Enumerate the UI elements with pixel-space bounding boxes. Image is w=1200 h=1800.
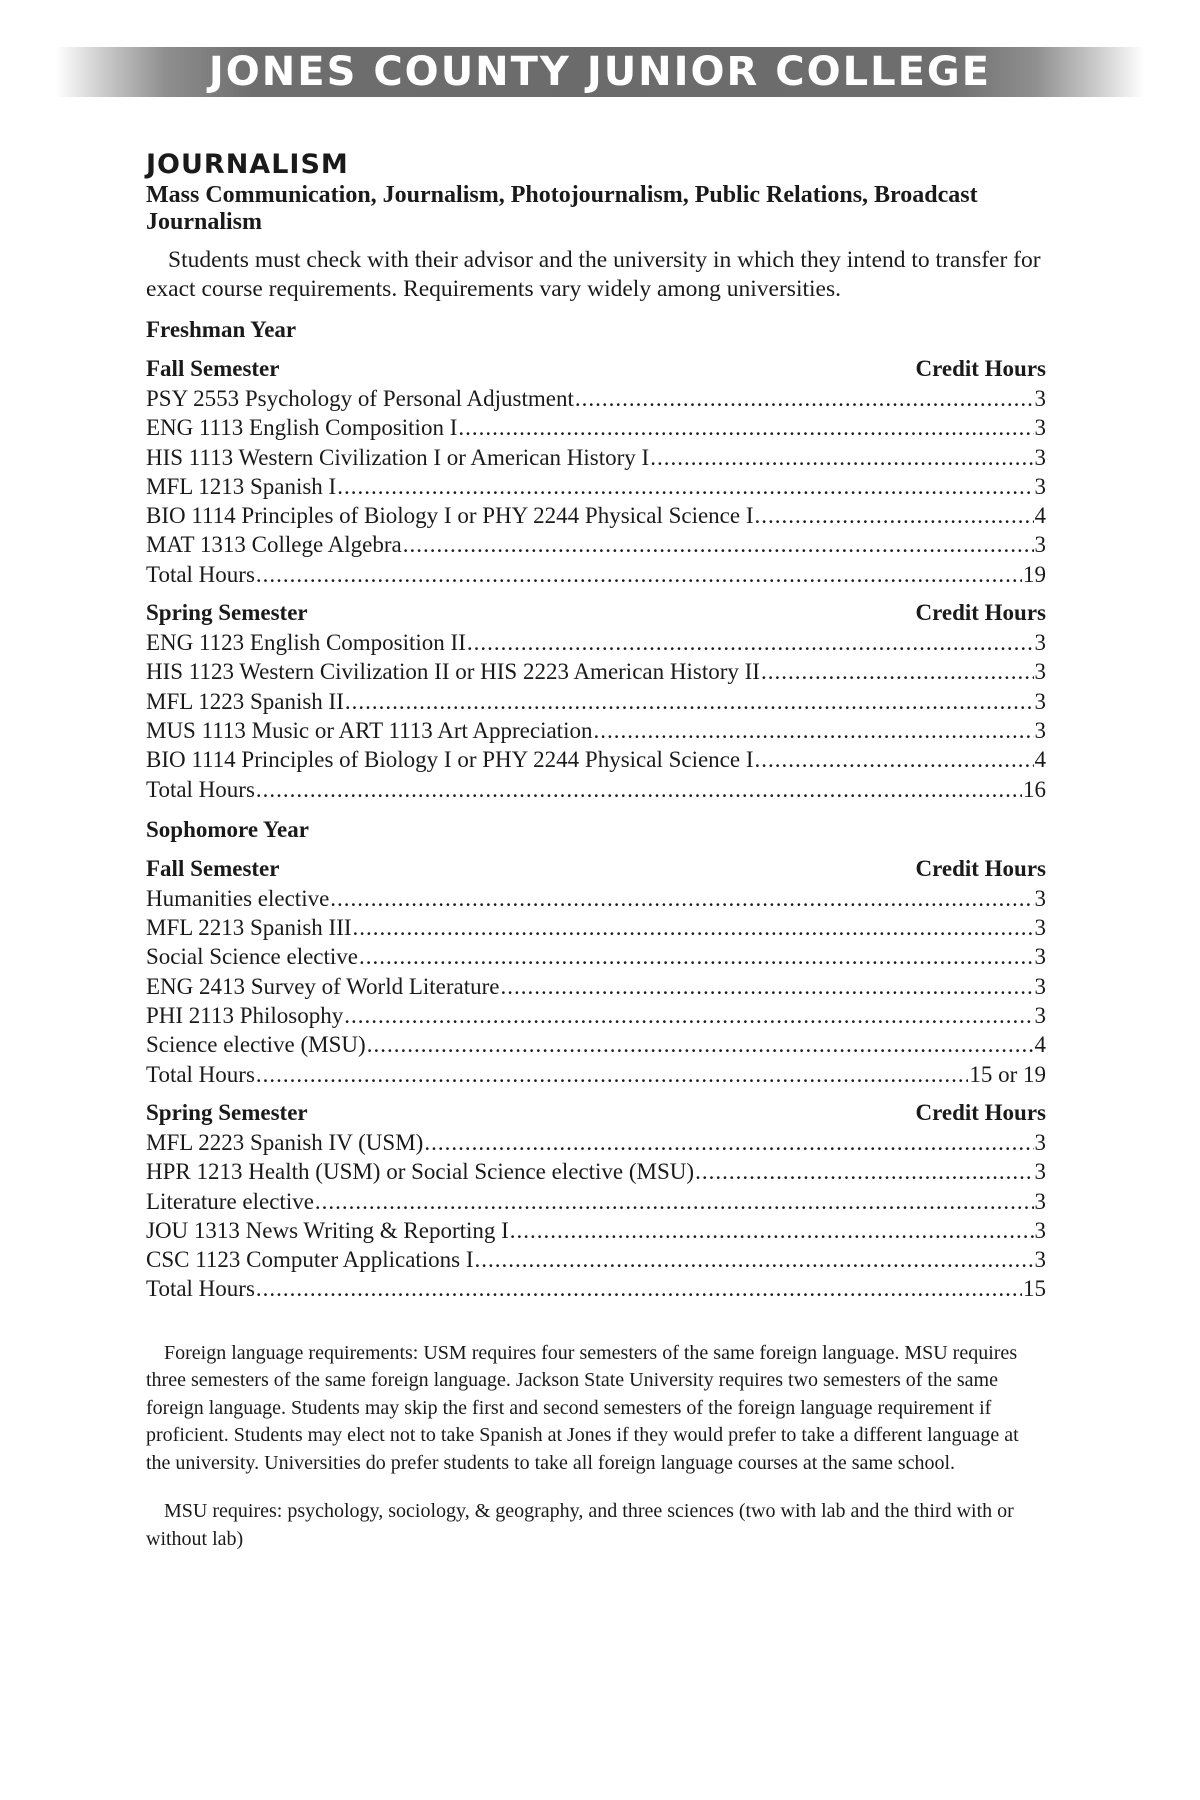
- dot-leader: [424, 1128, 1033, 1157]
- course-name: Total Hours: [146, 1276, 255, 1302]
- course-hours: 4: [1034, 503, 1046, 529]
- dot-leader: [367, 1030, 1034, 1059]
- course-row: [146, 1245, 1046, 1274]
- banner-title: JONES COUNTY JUNIOR COLLEGE: [208, 49, 992, 95]
- course-hours: 19: [1023, 561, 1046, 587]
- course-hours: 3: [1034, 944, 1046, 970]
- course-name: HPR 1213 Health (USM) or Social Science elective (MSU): [146, 1159, 695, 1185]
- course-row: [146, 745, 1046, 774]
- course-hours: 3: [1034, 532, 1046, 558]
- course-hours: 15 or 19: [969, 1061, 1046, 1087]
- course-list: [146, 884, 1046, 1089]
- course-name: PSY 2553 Psychology of Personal Adjustment: [146, 386, 574, 411]
- course-hours: 3: [1034, 1217, 1046, 1243]
- course-name: Literature elective: [146, 1188, 314, 1214]
- course-row: [146, 560, 1046, 589]
- course-row: [146, 1274, 1046, 1303]
- year-heading: Sophomore Year: [146, 816, 309, 842]
- course-hours: 3: [1034, 444, 1046, 470]
- dot-leader: [467, 628, 1034, 657]
- course-row: [146, 972, 1046, 1001]
- semester-name: Fall Semester: [146, 356, 280, 381]
- course-name: HIS 1113 Western Civilization I or American History I: [146, 444, 650, 470]
- dot-leader: [695, 1157, 1033, 1186]
- semester-header: [146, 598, 1046, 628]
- course-name: MUS 1113 Music or ART 1113 Art Appreciation: [146, 717, 593, 743]
- course-hours: 3: [1034, 717, 1046, 743]
- course-hours: 4: [1034, 1032, 1046, 1058]
- note-foreign-language: Foreign language requirements: USM requires four semesters of the same foreign language. MSU requires three semesters of the same foreign language. Jackson State University requires two semesters of the same foreign language. Students may skip the first and second semesters of the foreign language requirement if proficient. Students may elect not to take Spanish at Jones if they would prefer to take a different language at the university. Universities do prefer students to take all foreign language courses at the same school.: [146, 1341, 1019, 1474]
- course-row: [146, 530, 1046, 559]
- course-hours: 3: [1034, 1129, 1046, 1155]
- course-hours: 3: [1034, 415, 1046, 441]
- course-row: [146, 687, 1046, 716]
- dot-leader: [593, 716, 1033, 745]
- dot-leader: [315, 1187, 1034, 1216]
- header-banner: [56, 47, 1144, 97]
- credit-hours-label: Credit Hours: [915, 600, 1046, 626]
- course-row: [146, 501, 1046, 530]
- semester-block: [146, 854, 1046, 1089]
- course-row: [146, 657, 1046, 686]
- dot-leader: [755, 501, 1034, 530]
- dot-leader: [256, 560, 1022, 589]
- course-name: Total Hours: [146, 1061, 255, 1087]
- course-name: Humanities elective: [146, 885, 330, 911]
- course-name: PHI 2113 Philosophy: [146, 1003, 344, 1029]
- course-name: ENG 1123 English Composition II: [146, 630, 466, 656]
- course-name: HIS 1123 Western Civilization II or HIS 2223 American History II: [146, 659, 760, 685]
- course-hours: 4: [1034, 747, 1046, 773]
- dot-leader: [510, 1216, 1034, 1245]
- dot-leader: [256, 1060, 968, 1089]
- credit-hours-label: Credit Hours: [915, 356, 1046, 381]
- course-name: Science elective (MSU): [146, 1032, 366, 1058]
- course-name: ENG 1113 English Composition I: [146, 415, 458, 441]
- semester-block: [146, 1098, 1046, 1304]
- course-name: MAT 1313 College Algebra: [146, 532, 402, 558]
- dot-leader: [761, 657, 1034, 686]
- course-row: [146, 1216, 1046, 1245]
- course-name: CSC 1123 Computer Applications I: [146, 1247, 474, 1273]
- note-msu-requirements: MSU requires: psychology, sociology, & geography, and three sciences (two with lab and the third with or without lab): [146, 1500, 1014, 1550]
- course-name: BIO 1114 Principles of Biology I or PHY 2244 Physical Science I: [146, 503, 754, 529]
- page-subtitle: Mass Communication, Journalism, Photojournalism, Public Relations, Broadcast Journalism: [146, 182, 978, 235]
- semester-block: [146, 354, 1046, 589]
- course-row: [146, 1030, 1046, 1059]
- course-hours: 3: [1034, 473, 1046, 499]
- course-name: ENG 2413 Survey of World Literature: [146, 973, 500, 999]
- credit-hours-label: Credit Hours: [915, 855, 1046, 881]
- course-list: [146, 1128, 1046, 1304]
- course-hours: 3: [1034, 659, 1046, 685]
- course-list: [146, 628, 1046, 804]
- curriculum: [146, 315, 1046, 1304]
- dot-leader: [330, 884, 1033, 913]
- course-row: [146, 1001, 1046, 1030]
- semester-header: [146, 354, 1046, 384]
- dot-leader: [403, 530, 1034, 559]
- course-row: [146, 716, 1046, 745]
- year-heading: Freshman Year: [146, 317, 297, 342]
- course-row: [146, 413, 1046, 442]
- course-hours: 3: [1034, 915, 1046, 941]
- course-hours: 3: [1034, 1247, 1046, 1273]
- semester-name: Fall Semester: [146, 855, 280, 881]
- course-row: [146, 1128, 1046, 1157]
- course-name: Total Hours: [146, 776, 255, 802]
- semester-header: [146, 854, 1046, 884]
- semester-name: Spring Semester: [146, 600, 308, 626]
- course-row: [146, 443, 1046, 472]
- dot-leader: [501, 972, 1034, 1001]
- course-name: MFL 2213 Spanish III: [146, 915, 352, 941]
- dot-leader: [353, 913, 1034, 942]
- dot-leader: [650, 443, 1033, 472]
- course-name: BIO 1114 Principles of Biology I or PHY 2244 Physical Science I: [146, 747, 754, 773]
- dot-leader: [256, 775, 1022, 804]
- intro-paragraph: Students must check with their advisor and the university in which they intend to transfer for exact course requirements. Requirements vary widely among universities.: [146, 247, 1041, 302]
- page-content: [146, 148, 1046, 1553]
- course-row: [146, 913, 1046, 942]
- course-hours: 15: [1023, 1276, 1046, 1302]
- course-name: MFL 1213 Spanish I: [146, 473, 337, 499]
- course-row: [146, 942, 1046, 971]
- course-name: JOU 1313 News Writing & Reporting I: [146, 1217, 509, 1243]
- course-hours: 3: [1034, 630, 1046, 656]
- course-list: [146, 384, 1046, 589]
- course-name: MFL 2223 Spanish IV (USM): [146, 1129, 424, 1155]
- course-name: Social Science elective: [146, 944, 359, 970]
- course-row: [146, 384, 1046, 413]
- dot-leader: [256, 1274, 1022, 1303]
- course-row: [146, 775, 1046, 804]
- dot-leader: [344, 1001, 1033, 1030]
- dot-leader: [345, 687, 1034, 716]
- course-hours: 3: [1034, 386, 1046, 411]
- course-name: Total Hours: [146, 561, 255, 587]
- dot-leader: [337, 472, 1033, 501]
- course-name: MFL 1223 Spanish II: [146, 688, 344, 714]
- course-row: [146, 1060, 1046, 1089]
- course-row: [146, 1157, 1046, 1186]
- dot-leader: [575, 384, 1034, 413]
- dot-leader: [755, 745, 1034, 774]
- course-row: [146, 628, 1046, 657]
- page-title: JOURNALISM: [146, 149, 349, 180]
- semester-header: [146, 1098, 1046, 1128]
- course-hours: 3: [1034, 973, 1046, 999]
- dot-leader: [458, 413, 1033, 442]
- course-row: [146, 1187, 1046, 1216]
- semester-block: [146, 598, 1046, 804]
- credit-hours-label: Credit Hours: [915, 1099, 1046, 1125]
- dot-leader: [359, 942, 1033, 971]
- course-hours: 3: [1034, 1188, 1046, 1214]
- course-hours: 16: [1023, 776, 1046, 802]
- semester-name: Spring Semester: [146, 1099, 308, 1125]
- course-row: [146, 884, 1046, 913]
- course-row: [146, 472, 1046, 501]
- course-hours: 3: [1034, 688, 1046, 714]
- course-hours: 3: [1034, 885, 1046, 911]
- course-hours: 3: [1034, 1003, 1046, 1029]
- dot-leader: [475, 1245, 1034, 1274]
- course-hours: 3: [1034, 1159, 1046, 1185]
